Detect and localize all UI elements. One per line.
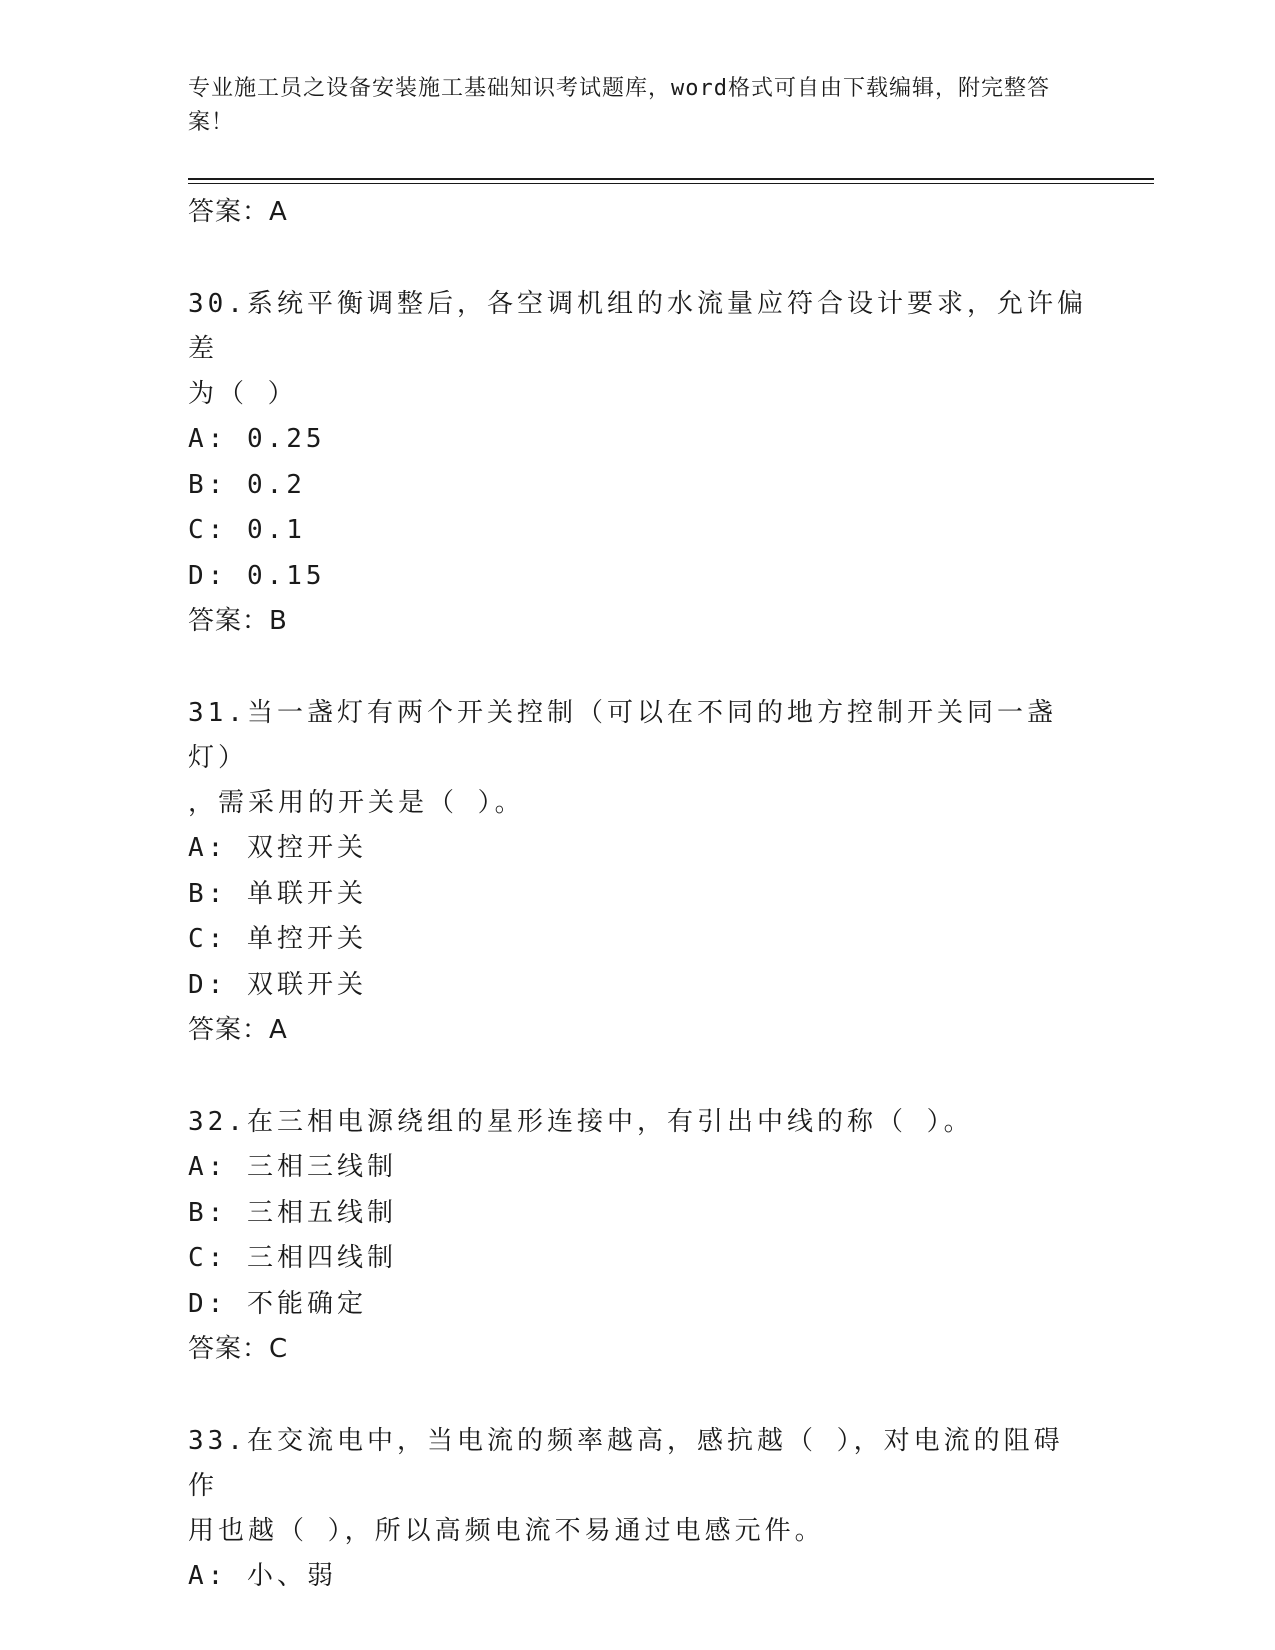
question-30-option-a: A: 0.25 <box>188 424 326 454</box>
question-33-option-a: A: 小、弱 <box>188 1561 337 1591</box>
question-33-stem-line-1: 33.在交流电中，当电流的频率越高，感抗越（ ），对电流的阻碍作 <box>188 1426 1064 1501</box>
question-32-option-b: B: 三相五线制 <box>188 1197 397 1228</box>
question-30 <box>188 282 1088 417</box>
question-31-option-a: A: 双控开关 <box>188 833 367 863</box>
answer-30: 答案：B <box>188 606 288 636</box>
document-header: 专业施工员之设备安装施工基础知识考试题库，word格式可自由下载编辑，附完整答案！ <box>188 76 1050 135</box>
header-rule-thin <box>188 183 1154 184</box>
question-31-option-b: B: 单联开关 <box>188 878 367 909</box>
question-list <box>188 190 1088 1600</box>
question-31-stem-line-2: ，需采用的开关是（ ）。 <box>188 788 525 818</box>
question-30-option-c: C: 0.1 <box>188 515 306 545</box>
answer-31: 答案：A <box>188 1015 288 1045</box>
question-30-stem-line-2: 为（ ） <box>188 379 298 409</box>
question-32-option-d: D: 不能确定 <box>188 1288 367 1319</box>
question-32 <box>188 1100 1088 1145</box>
question-31 <box>188 691 1088 826</box>
question-30-option-d: D: 0.15 <box>188 560 326 591</box>
question-30-stem-line-1: 30.系统平衡调整后，各空调机组的水流量应符合设计要求，允许偏差 <box>188 289 1087 364</box>
question-32-stem-line-1: 32.在三相电源绕组的星形连接中，有引出中线的称（ ）。 <box>188 1107 974 1137</box>
question-31-option-c: C: 单控开关 <box>188 924 367 954</box>
answer-32: 答案：C <box>188 1334 289 1364</box>
header-rule-thick <box>188 178 1154 180</box>
question-31-option-d: D: 双联开关 <box>188 969 367 1000</box>
question-32-option-a: A: 三相三线制 <box>188 1152 397 1182</box>
question-31-stem-line-1: 31.当一盏灯有两个开关控制（可以在不同的地方控制开关同一盏灯） <box>188 698 1057 773</box>
answer-29: 答案：A <box>188 197 288 227</box>
question-33 <box>188 1419 1088 1554</box>
question-33-stem-line-2: 用也越（ ），所以高频电流不易通过电感元件。 <box>188 1516 825 1546</box>
question-32-option-c: C: 三相四线制 <box>188 1243 397 1273</box>
question-30-option-b: B: 0.2 <box>188 469 306 500</box>
